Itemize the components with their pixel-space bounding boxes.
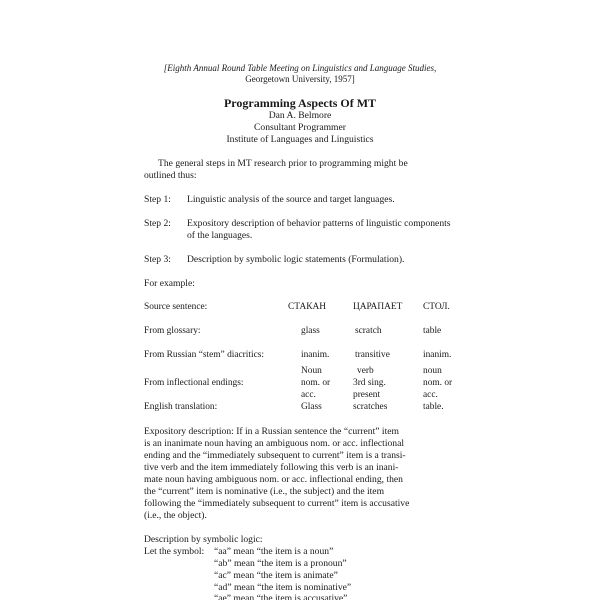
symbolic-heading: Description by symbolic logic:: [144, 534, 263, 545]
table-cell: table: [423, 326, 442, 336]
table-cell: verb: [357, 366, 374, 376]
author-institute: Institute of Languages and Linguistics: [226, 134, 374, 145]
intro-line-2: outlined thus:: [144, 170, 197, 181]
table-cell: inanim.: [423, 350, 452, 360]
table-row-label: From glossary:: [144, 326, 201, 336]
table-cell: nom. or: [423, 378, 453, 388]
table-cell: acc.: [301, 390, 316, 400]
table-cell: inanim.: [301, 350, 330, 360]
table-row-label: From Russian “stem” diacritics:: [144, 350, 265, 360]
table-cell: glass: [301, 326, 320, 336]
expository-line: the “current” item is nominative (i.e., the subject) and the item: [144, 486, 385, 497]
table-cell: acc.: [423, 390, 438, 400]
author-role: Consultant Programmer: [254, 122, 346, 133]
step-1-text: Linguistic analysis of the source and target languages.: [187, 194, 395, 205]
step-3-text: Description by symbolic logic statements (Formulation).: [187, 254, 405, 265]
expository-line: tive verb and the item immediately following this verb is an inani-: [144, 462, 399, 473]
step-2-label: Step 2:: [144, 218, 171, 229]
expository-line: mate noun having ambiguous nom. or acc. inflectional ending, then: [144, 474, 403, 485]
table-cell: noun: [423, 366, 442, 376]
symbol-definition: “ae” mean “the item is accusative”: [214, 593, 348, 600]
author-name: Dan A. Belmore: [268, 110, 332, 121]
table-row-label: From inflectional endings:: [144, 378, 244, 388]
step-1-label: Step 1:: [144, 194, 171, 205]
symbol-definition: “aa” mean “the item is a noun”: [214, 546, 334, 557]
expository-line: Expository description: If in a Russian sentence the “current” item: [144, 426, 399, 437]
step-3-label: Step 3:: [144, 254, 171, 265]
let-symbol-label: Let the symbol:: [144, 546, 205, 557]
symbol-definition: “ad” mean “the item is nominative”: [214, 582, 352, 593]
table-cell: scratches: [353, 402, 388, 412]
table-row-label: English translation:: [144, 402, 218, 412]
expository-line: (i.e., the object).: [144, 510, 207, 521]
table-cell: СТАКАН: [288, 302, 327, 312]
expository-line: following the “immediately subsequent to current” item is accusative: [144, 498, 410, 509]
step-2-text: Expository description of behavior patterns of linguistic components of the languages.: [187, 218, 451, 241]
table-cell: transitive: [355, 350, 390, 360]
table-row-label: Source sentence:: [144, 302, 208, 312]
table-cell: 3rd sing.: [353, 378, 386, 388]
table-cell: nom. or: [301, 378, 331, 388]
citation-line-2: Georgetown University, 1957]: [245, 74, 355, 84]
symbol-definition: “ab” mean “the item is a pronoun”: [214, 558, 347, 569]
symbol-definition: “ac” mean “the item is animate”: [214, 570, 338, 581]
expository-line: is an inanimate noun having an ambiguous nom. or acc. inflectional: [144, 438, 405, 449]
paper-title: Programming Aspects Of MT: [223, 96, 377, 110]
intro-line-1: The general steps in MT research prior to programming might be: [158, 158, 408, 169]
table-cell: СТОЛ.: [423, 302, 450, 312]
expository-line: ending and the “immediately subsequent to current” item is a transi-: [144, 450, 406, 461]
table-cell: table.: [423, 402, 444, 412]
table-cell: present: [353, 390, 381, 400]
table-cell: Noun: [301, 366, 322, 376]
for-example: For example:: [144, 278, 195, 289]
table-cell: scratch: [355, 326, 382, 336]
table-cell: Glass: [301, 402, 322, 412]
table-cell: ЦАРАПАЕТ: [353, 302, 403, 312]
citation-line-1: [Eighth Annual Round Table Meeting on Linguistics and Language Studies,: [163, 63, 437, 73]
